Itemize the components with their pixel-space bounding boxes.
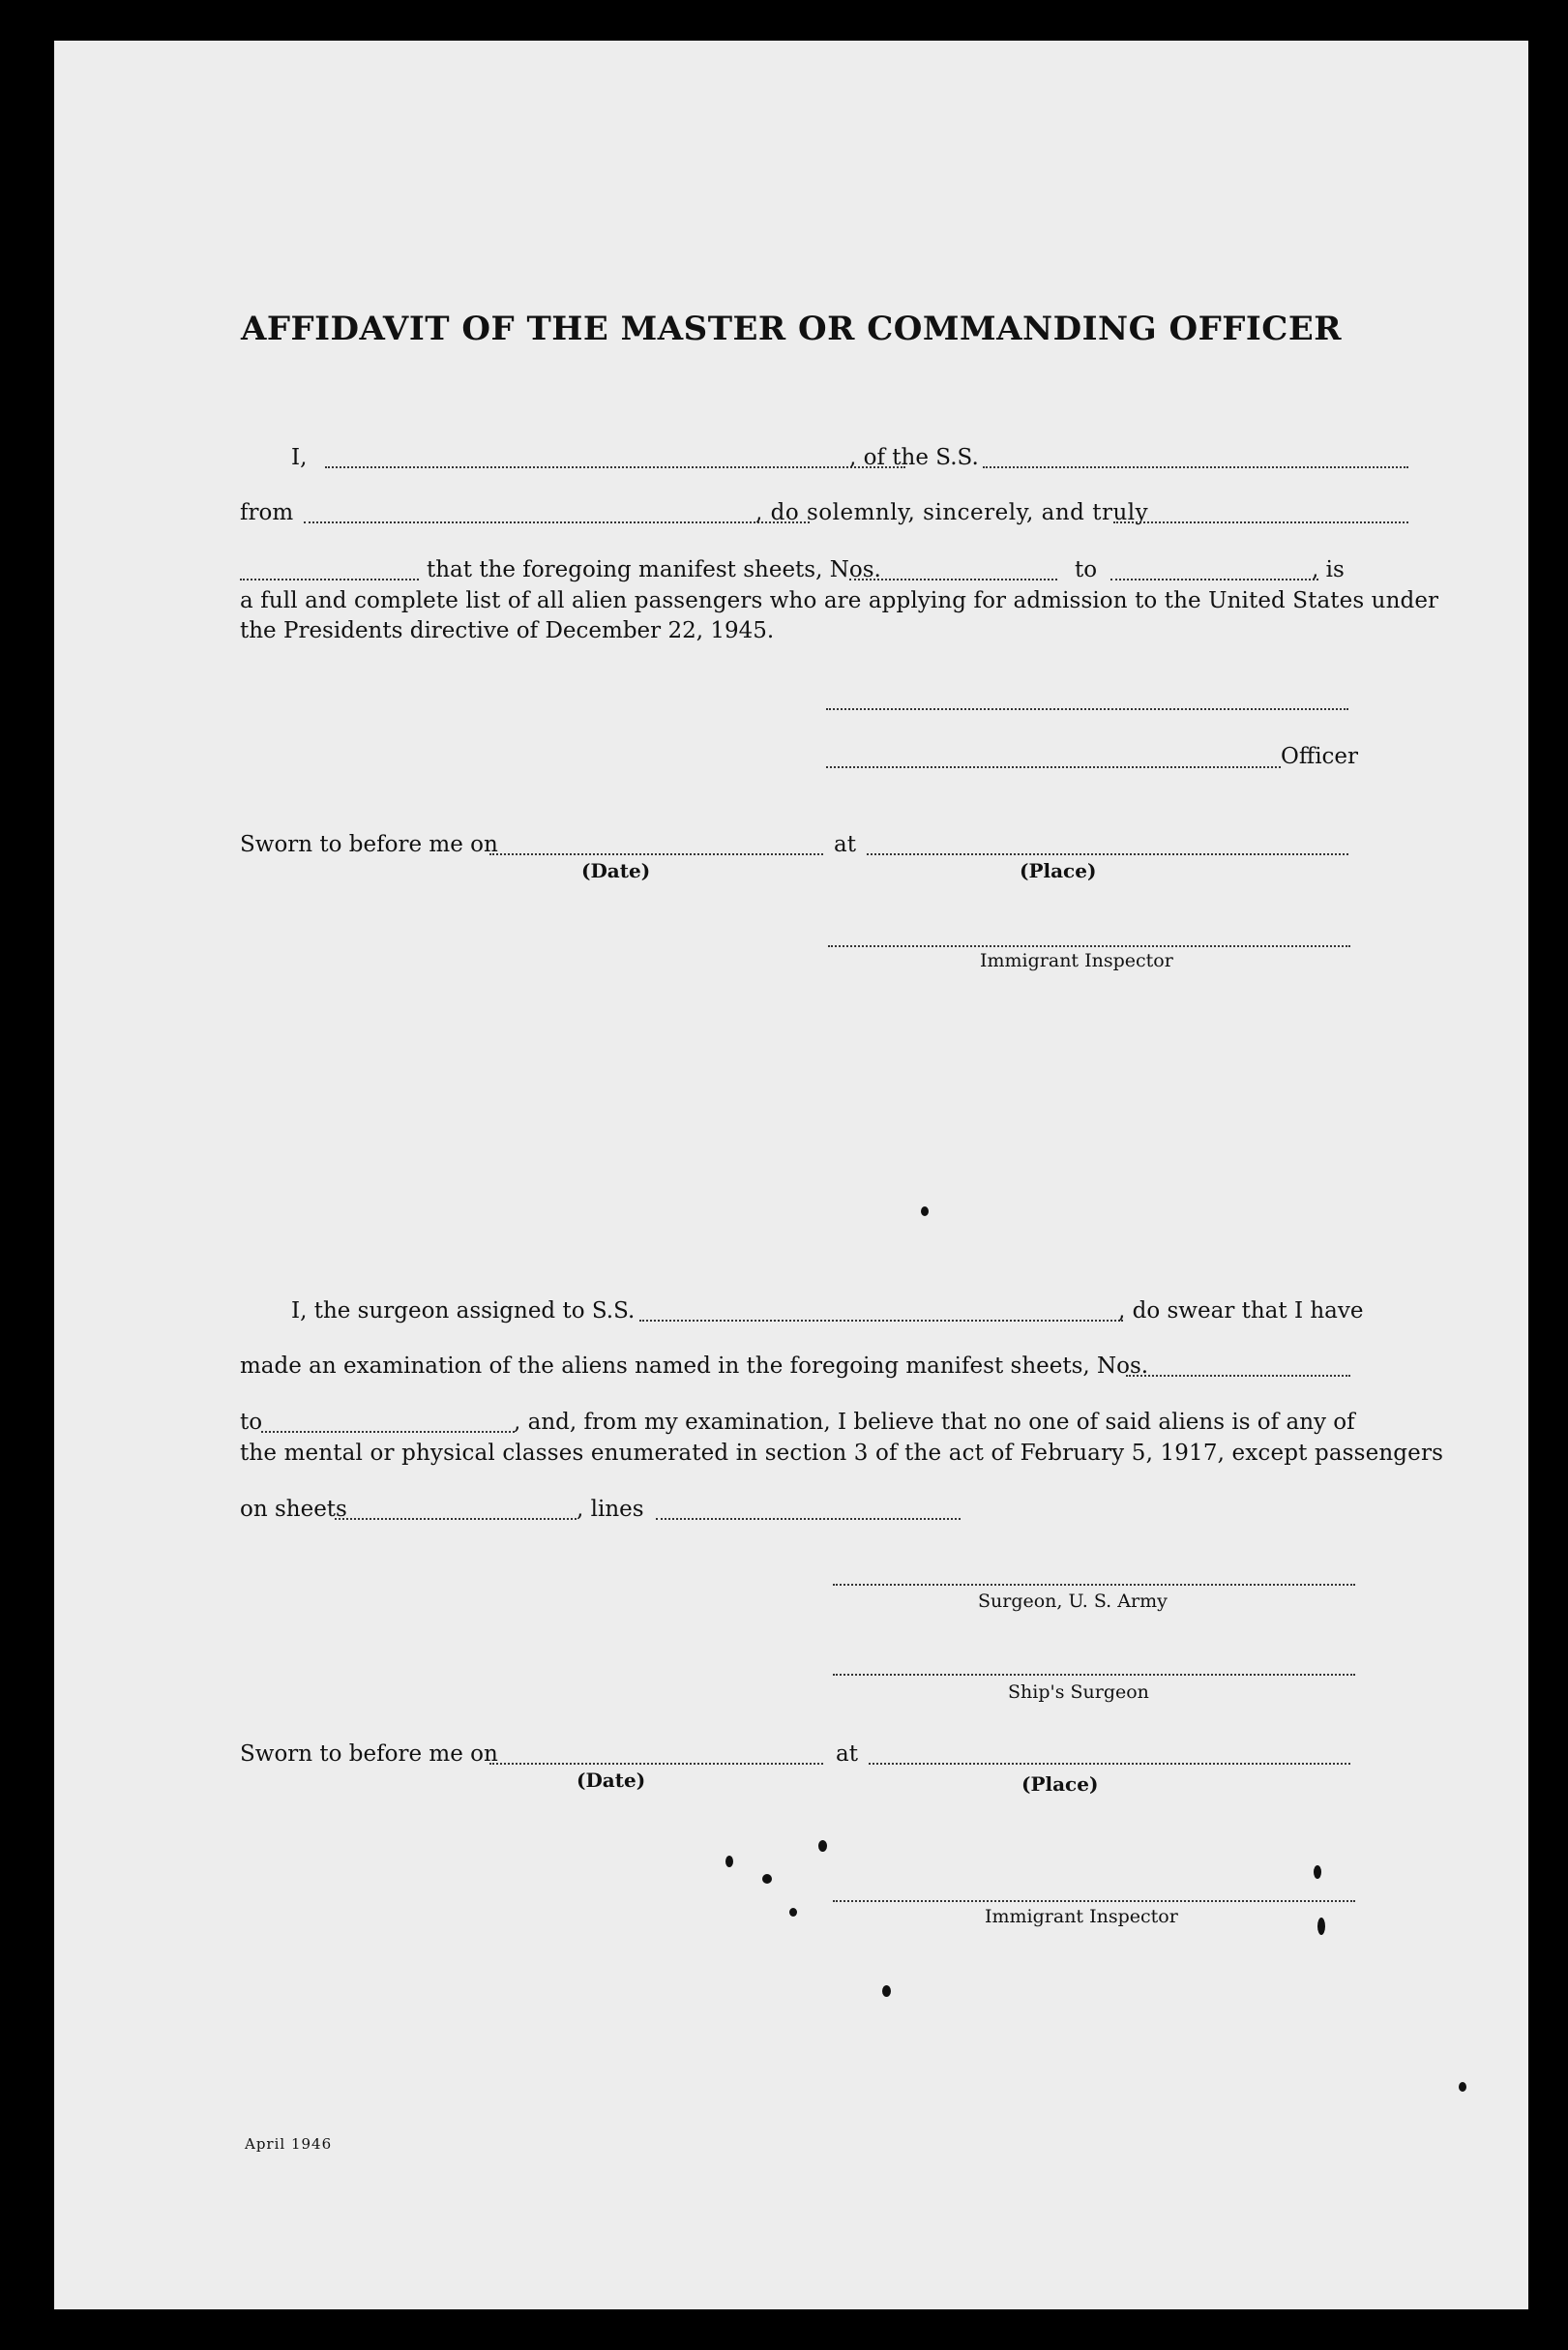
stain [1317,1918,1325,1935]
surgeon-sheets-label: on sheets [240,1497,347,1522]
form-page [54,41,1528,2309]
surgeon-place-caption: (Place) [1021,1772,1099,1796]
stain [789,1908,797,1917]
surgeon-classes-line: the mental or physical classes enumerated in section 3 of the act of February 5, 1917, except passengers [240,1441,1444,1466]
master-truly-field[interactable] [1113,521,1408,523]
master-solemnly-label: , do solemnly, sincerely, and truly [755,500,1149,525]
surgeon-date-caption: (Date) [577,1769,646,1792]
master-from-field[interactable] [304,521,810,523]
stain [725,1856,733,1867]
surgeon-sheets-field[interactable] [335,1518,577,1520]
stain [882,1985,891,1997]
master-ship-field[interactable] [983,466,1408,468]
master-from-label: from [240,500,294,525]
surgeon-assigned-label: I, the surgeon assigned to S.S. [291,1298,636,1324]
master-verb-field[interactable] [240,579,419,580]
army-surgeon-label: Surgeon, U. S. Army [978,1591,1168,1612]
stain [818,1840,827,1852]
surgeon-to-label: to [240,1410,263,1435]
master-directive-line: the Presidents directive of December 22, 1945. [240,618,775,643]
master-place-caption: (Place) [1020,859,1097,882]
surgeon-belief-line: , and, from my examination, I believe that no one of said aliens is of any of [514,1410,1355,1435]
surgeon-at-label: at [836,1741,858,1767]
ship-surgeon-label: Ship's Surgeon [1008,1681,1149,1703]
master-at-label: at [834,832,856,857]
master-is-label: , is [1312,557,1345,582]
surgeon-nos-to-field[interactable] [261,1431,515,1433]
stain [762,1874,772,1884]
master-of-ss-label: , of the S.S. [849,445,979,470]
master-to-label: to [1075,557,1098,582]
officer-label: Officer [1281,744,1359,769]
surgeon-swear-label: , do swear that I have [1118,1298,1364,1324]
ship-surgeon-signature-field[interactable] [833,1674,1355,1676]
officer-signature-field[interactable] [826,766,1281,768]
surgeon-lines-field[interactable] [656,1518,961,1520]
surgeon-lines-label: , lines [577,1497,644,1522]
master-date-caption: (Date) [581,859,651,882]
form-title: AFFIDAVIT OF THE MASTER OR COMMANDING OFFICER [240,310,1342,348]
surgeon-sworn-place-field[interactable] [869,1763,1350,1765]
surgeon-inspector-signature-field[interactable] [833,1900,1355,1902]
surgeon-inspector-label: Immigrant Inspector [985,1906,1178,1927]
master-manifest-label: that the foregoing manifest sheets, Nos. [427,557,881,582]
master-nos-to-field[interactable] [1110,579,1318,580]
surgeon-examination-line: made an examination of the aliens named in the foregoing manifest sheets, Nos. [240,1353,1149,1379]
master-i-label: I, [291,445,308,470]
surgeon-sworn-label: Sworn to before me on [240,1741,498,1767]
stain [921,1206,929,1216]
surgeon-nos-from-field[interactable] [1126,1375,1350,1377]
master-inspector-label: Immigrant Inspector [980,950,1173,971]
master-sworn-date-field[interactable] [489,853,823,855]
master-signature-field[interactable] [826,708,1348,710]
master-statement-line: a full and complete list of all alien passengers who are applying for admission to the United States under [240,588,1439,613]
form-date-footer: April 1946 [245,2135,333,2153]
master-sworn-place-field[interactable] [867,853,1348,855]
master-sworn-label: Sworn to before me on [240,832,498,857]
master-nos-from-field[interactable] [849,579,1057,580]
master-name-field[interactable] [325,466,905,468]
master-inspector-signature-field[interactable] [828,945,1350,947]
stain [1459,2082,1466,2092]
surgeon-ship-field[interactable] [639,1320,1123,1322]
stain [1314,1865,1321,1879]
surgeon-sworn-date-field[interactable] [489,1763,823,1765]
army-surgeon-signature-field[interactable] [833,1584,1355,1586]
